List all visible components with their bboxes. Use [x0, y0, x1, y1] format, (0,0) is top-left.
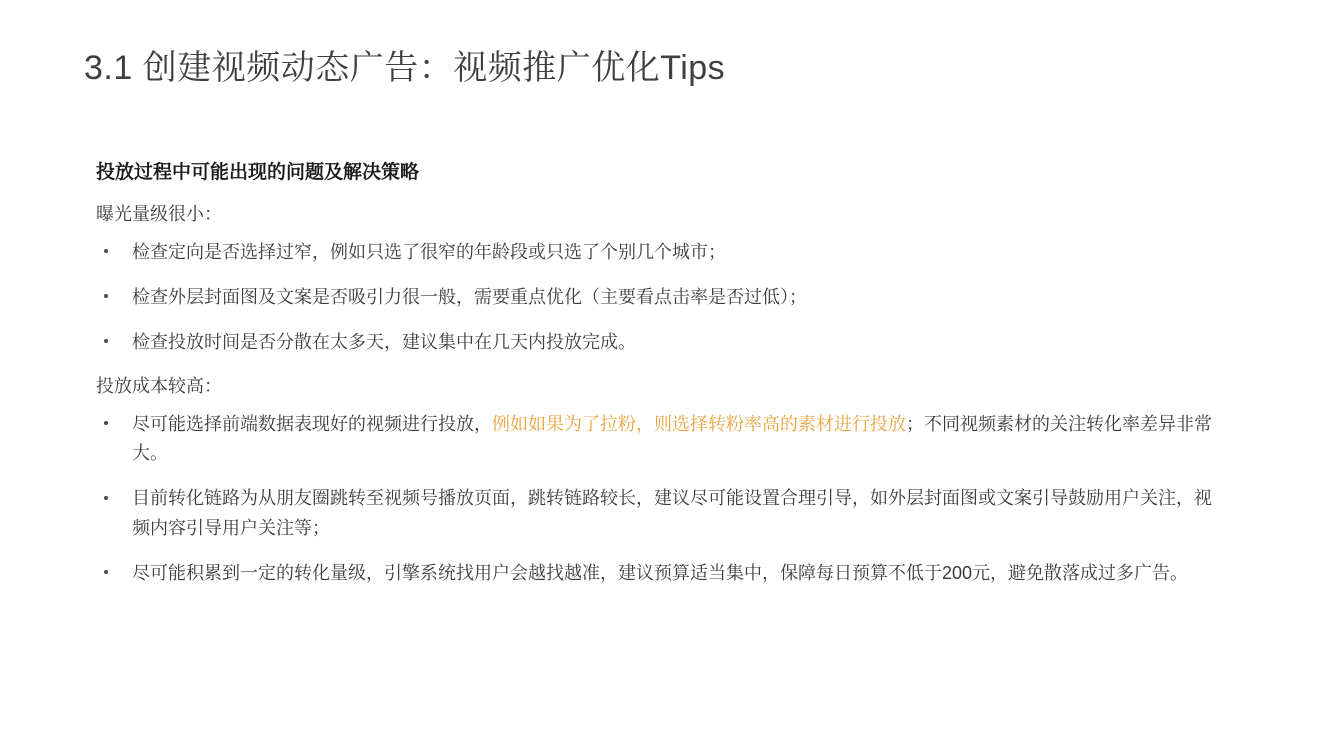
- bullet-list-high-cost: [96, 410, 1226, 588]
- bullet-dot-icon: [104, 421, 108, 425]
- list-item-text: 检查投放时间是否分散在太多天，建议集中在几天内投放完成。: [132, 331, 636, 352]
- list-item-text: 检查外层封面图及文案是否吸引力很一般，需要重点优化（主要看点击率是否过低）；: [132, 286, 807, 307]
- bullet-list-low-exposure: [96, 238, 1226, 357]
- list-item: [96, 410, 1226, 468]
- bullet-dot-icon: [104, 294, 108, 298]
- page-title: 3.1 创建视频动态广告：视频推广优化Tips: [84, 49, 726, 87]
- subheading-low-exposure: 曝光量级很小：: [96, 203, 222, 224]
- list-item-text: 尽可能积累到一定的转化量级，引擎系统找用户会越找越准，建议预算适当集中，保障每日预算不低于200元，避免散落成过多广告。: [132, 562, 1189, 583]
- highlighted-text: 例如如果为了拉粉，则选择转粉率高的素材进行投放: [492, 414, 906, 435]
- list-item-text-post: ；不同视频素材的关注转化率差异非常大。: [132, 414, 1212, 464]
- bullet-dot-icon: [104, 249, 108, 253]
- bullet-dot-icon: [104, 496, 108, 500]
- bullet-dot-icon: [104, 570, 108, 574]
- list-item-text: 目前转化链路为从朋友圈跳转至视频号播放页面，跳转链路较长，建议尽可能设置合理引导，如外层封面图或文案引导鼓励用户关注，视频内容引导用户关注等；: [132, 488, 1212, 538]
- list-item: [96, 484, 1226, 542]
- bullet-dot-icon: [104, 339, 108, 343]
- list-item: [96, 238, 1226, 267]
- subheading-high-cost: 投放成本较高：: [96, 376, 222, 397]
- list-item-text-pre: 尽可能选择前端数据表现好的视频进行投放，: [132, 414, 492, 435]
- list-item-text: 检查定向是否选择过窄，例如只选了很窄的年龄段或只选了个别几个城市；: [132, 241, 726, 262]
- list-item: [96, 328, 1226, 357]
- list-item: [96, 559, 1226, 588]
- section-heading: 投放过程中可能出现的问题及解决策略: [96, 162, 420, 183]
- list-item: [96, 283, 1226, 312]
- slide-body: [96, 160, 1226, 604]
